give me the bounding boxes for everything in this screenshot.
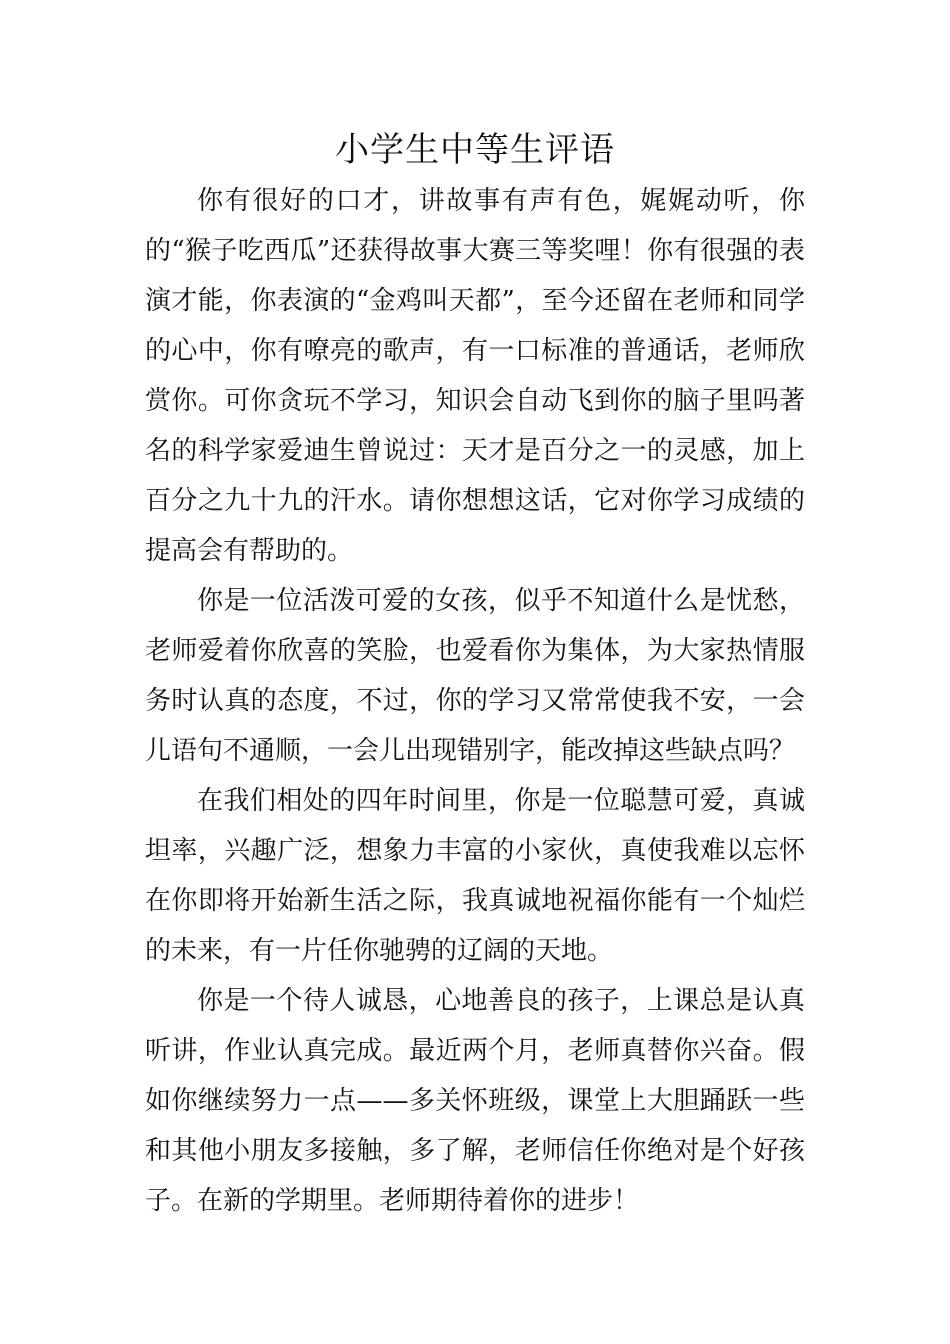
paragraph-1: 你有很好的口才，讲故事有声有色，娓娓动听，你的“猴子吃西瓜”还获得故事大赛三等奖哩！你有很强的表演才能，你表演的“金鸡叫天都”，至今还留在老师和同学的心中，你有嘹亮的歌声，有一口标准的普通话，老师欣赏你。可你贪玩不学习，知识会自动飞到你的脑子里吗著名的科学家爱迪生曾说过：天才是百分之一的灵感，加上百分之九十九的汗水。请你想想这话，它对你学习成绩的提高会有帮助的。 xyxy=(145,186,805,566)
document-body xyxy=(145,176,805,1226)
paragraph-4: 你是一个待人诚恳，心地善良的孩子，上课总是认真听讲，作业认真完成。最近两个月，老师真替你兴奋。假如你继续努力一点——多关怀班级，课堂上大胆踊跃一些和其他小朋友多接触，多了解，老师信任你绝对是个好孩子。在新的学期里。老师期待着你的进步！ xyxy=(145,986,805,1216)
paragraph-3: 在我们相处的四年时间里，你是一位聪慧可爱，真诚坦率，兴趣广泛，想象力丰富的小家伙，真使我难以忘怀在你即将开始新生活之际，我真诚地祝福你能有一个灿烂的未来，有一片任你驰骋的辽阔的天地。 xyxy=(145,786,805,966)
paragraph-2: 你是一位活泼可爱的女孩，似乎不知道什么是忧愁，老师爱着你欣喜的笑脸，也爱看你为集体，为大家热情服务时认真的态度，不过，你的学习又常常使我不安，一会儿语句不通顺，一会儿出现错别字，能改掉这些缺点吗？ xyxy=(145,586,805,766)
document-title: 小学生中等生评语 xyxy=(335,130,615,170)
